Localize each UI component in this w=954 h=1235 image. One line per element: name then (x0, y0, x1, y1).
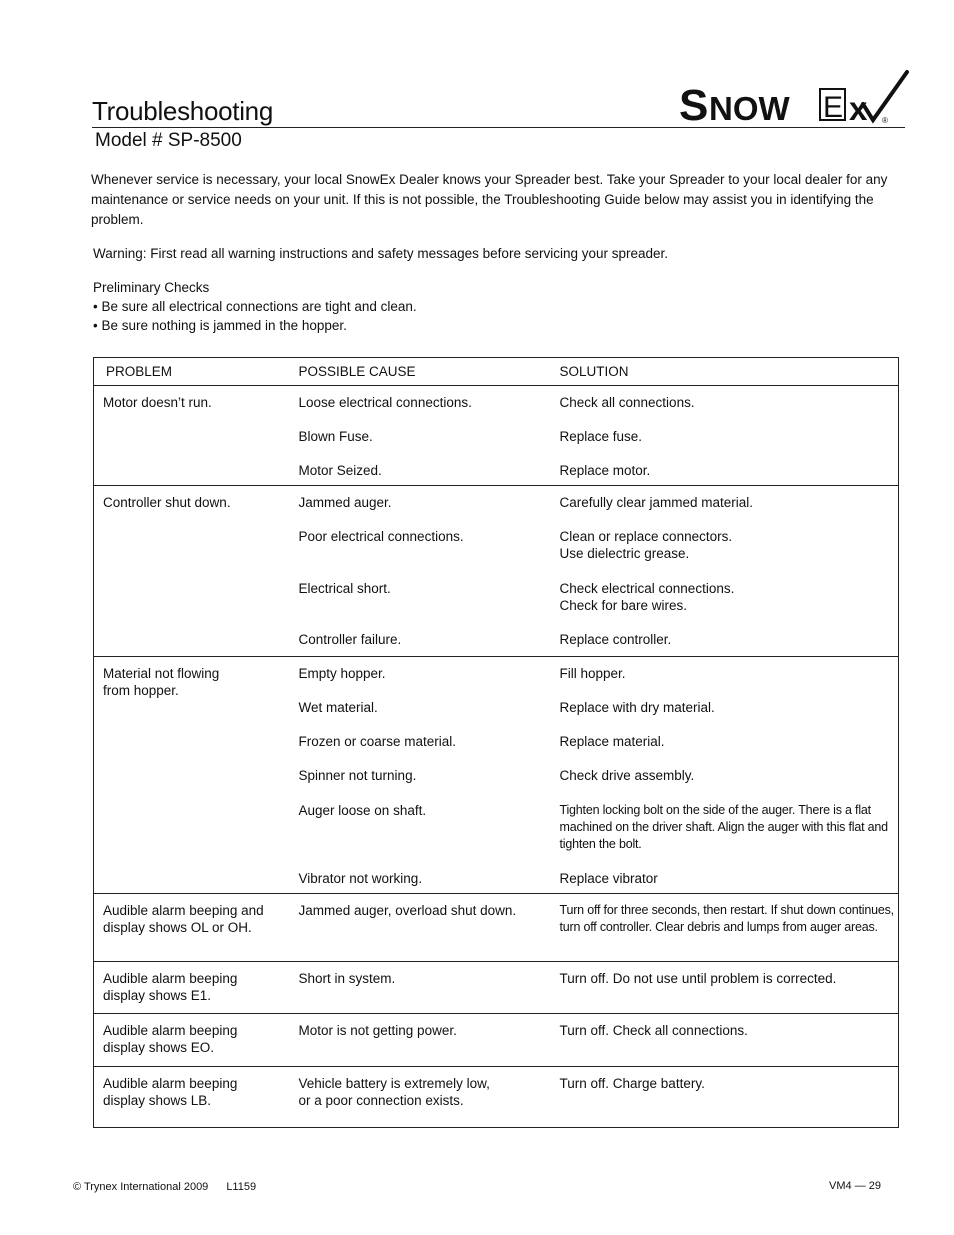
cause-cell: Spinner not turning. (298, 767, 417, 783)
preliminary-checks (93, 278, 417, 335)
prelim-item: • Be sure nothing is jammed in the hopper. (93, 318, 347, 333)
solution-cell: Tighten locking bolt on the side of the auger. There is a flat machined on the driver shaft. Align the auger with this flat and tighten the bolt. (559, 802, 888, 851)
cause-cell: Blown Fuse. (298, 428, 373, 444)
cause-cell: Short in system. (290, 962, 551, 1014)
solution-cell: Replace controller. (559, 631, 672, 647)
cause-cell: Poor electrical connections. (298, 528, 464, 544)
cause-cell: Jammed auger, overload shut down. (290, 894, 551, 962)
doc-code: L1159 (226, 1181, 257, 1193)
footer-copyright (73, 1181, 256, 1193)
solution-cell: Check drive assembly. (559, 767, 695, 783)
solution-cell: Turn off for three seconds, then restart. If shut down continues, turn off controller. Clear debris and lumps from auger areas. (551, 894, 899, 962)
prelim-title: Preliminary Checks (93, 280, 210, 295)
svg-text:®: ® (882, 116, 888, 125)
troubleshooting-table (93, 357, 899, 1128)
table-row (94, 962, 899, 1014)
solution-cell: Check all connections. (551, 386, 899, 420)
cause-cell: Wet material. (298, 699, 378, 715)
cause-cell: Motor Seized. (298, 462, 382, 478)
prelim-item: • Be sure all electrical connections are tight and clean. (93, 299, 417, 314)
problem-cell: Audible alarm beeping display shows LB. (94, 1067, 290, 1128)
problem-cell: Audible alarm beeping display shows EO. (94, 1014, 290, 1067)
problem-cell: Material not flowing from hopper. (94, 657, 290, 894)
table-header-row (94, 358, 899, 386)
cause-cell: Empty hopper. (290, 657, 551, 691)
table-row (94, 486, 899, 520)
solution-cell: Turn off. Check all connections. (551, 1014, 899, 1067)
solution-cell: Fill hopper. (551, 657, 899, 691)
problem-cell: Motor doesn’t run. (94, 386, 290, 486)
warning-text: Warning: First read all warning instructions and safety messages before servicing your spreader. (93, 246, 669, 261)
model-number: Model # SP-8500 (95, 130, 242, 151)
table-row (94, 657, 899, 691)
svg-text:NOW: NOW (709, 90, 790, 126)
header-solution: SOLUTION (551, 358, 899, 386)
table-row (94, 386, 899, 420)
problem-cell: Audible alarm beeping display shows E1. (94, 962, 290, 1014)
problem-cell: Controller shut down. (94, 486, 290, 657)
solution-cell: Carefully clear jammed material. (551, 486, 899, 520)
page-title: Troubleshooting (92, 96, 273, 126)
solution-cell: Replace with dry material. (559, 699, 715, 715)
cause-cell: Controller failure. (298, 631, 402, 647)
cause-cell: Frozen or coarse material. (298, 733, 457, 749)
solution-cell: Clean or replace connectors. Use dielectric grease. (559, 528, 733, 561)
svg-text:S: S (679, 81, 709, 126)
cause-cell: Motor is not getting power. (290, 1014, 551, 1067)
header-problem: PROBLEM (94, 358, 290, 386)
table-row (94, 1067, 899, 1128)
svg-text:E: E (823, 91, 844, 124)
problem-cell: Audible alarm beeping and display shows OL or OH. (94, 894, 290, 962)
solution-cell: Replace vibrator (559, 870, 658, 886)
cause-cell: Loose electrical connections. (290, 386, 551, 420)
solution-cell: Replace motor. (559, 462, 651, 478)
svg-text:x: x (849, 90, 868, 126)
solution-cell: Replace material. (559, 733, 665, 749)
snowex-logo (677, 68, 909, 126)
cause-cell: Vibrator not working. (298, 870, 423, 886)
intro-paragraph: Whenever service is necessary, your local SnowEx Dealer knows your Spreader best. Take your Spreader to your local dealer for any maintenance or service needs on your unit. If this is not possible, the Troubleshooting Guide below may assist you in identifying the problem. (91, 172, 888, 227)
solution-cell: Check electrical connections. Check for bare wires. (559, 580, 735, 613)
cause-cell: Jammed auger. (290, 486, 551, 520)
cause-cell: Electrical short. (298, 580, 391, 596)
header-rule (92, 127, 905, 128)
page-number: VM4 — 29 (829, 1180, 881, 1192)
copyright-text: © Trynex International 2009 (73, 1181, 209, 1193)
intro-text (91, 170, 906, 230)
solution-cell: Replace fuse. (559, 428, 643, 444)
header-cause: POSSIBLE CAUSE (290, 358, 551, 386)
table-row (94, 894, 899, 962)
cause-cell: Vehicle battery is extremely low, or a poor connection exists. (290, 1067, 551, 1128)
table-row (94, 1014, 899, 1067)
solution-cell: Turn off. Charge battery. (551, 1067, 899, 1128)
solution-cell: Turn off. Do not use until problem is corrected. (551, 962, 899, 1014)
cause-cell: Auger loose on shaft. (298, 802, 427, 818)
